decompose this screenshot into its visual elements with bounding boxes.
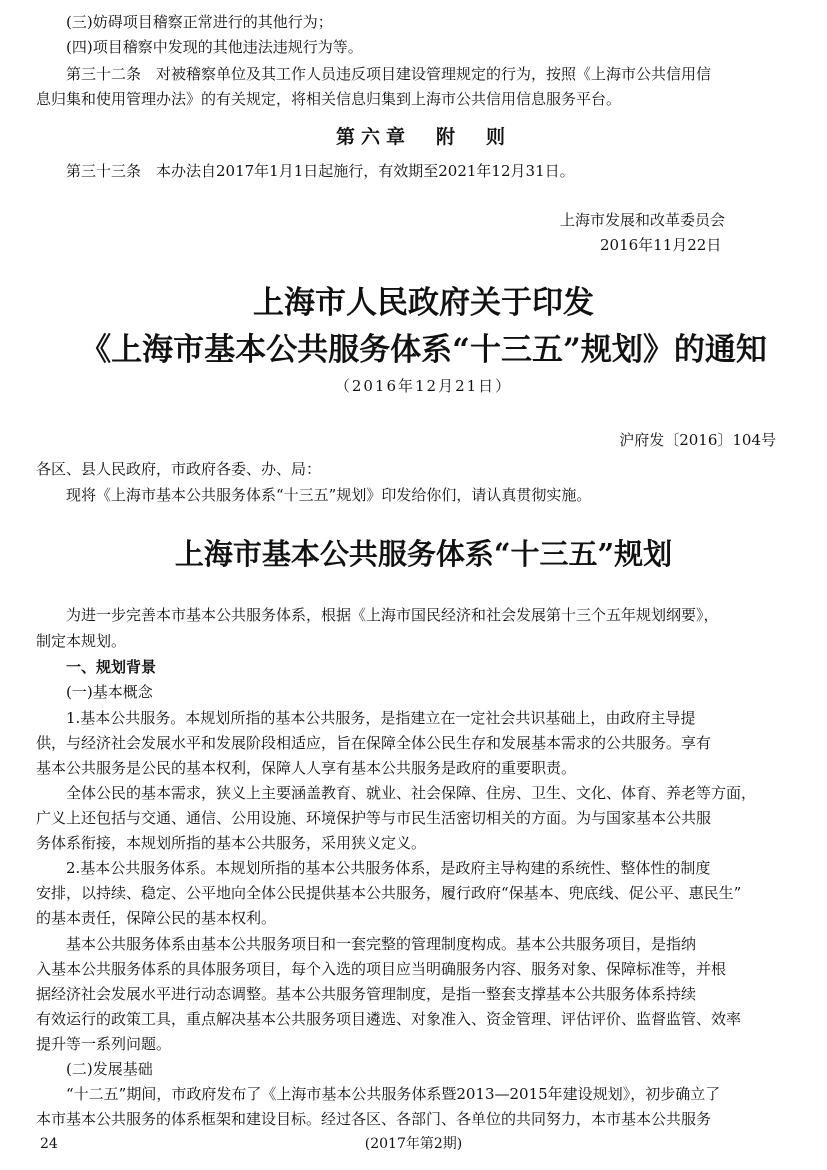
paragraph-1-line-1: 1.基本公共服务。本规划所指的基本公共服务，是指建立在一定社会共识基础上，由政府主导提 [66, 709, 696, 727]
paragraph-4-line-3: 据经济社会发展水平进行动态调整。基本公共服务管理制度，是指一整套支撑基本公共服务体系持续 [36, 985, 697, 1003]
clause-item-4: (四)项目稽察中发现的其他违法违规行为等。 [66, 38, 363, 56]
paragraph-2-line-2: 广义上还包括与交通、通信、公用设施、环境保护等与市民生活密切相关的方面。为与国家基本公共服 [36, 809, 712, 827]
article-32-line-2: 息归集和使用管理办法》的有关规定，将相关信息归集到上海市公共信用信息服务平台。 [36, 90, 622, 108]
signature-date: 2016年11月22日 [600, 236, 722, 254]
document-number: 沪府发〔2016〕104号 [619, 431, 776, 449]
clause-item-3: (三)妨碍项目稽察正常进行的其他行为； [66, 13, 333, 31]
notice-date: （2016年12月21日） [334, 377, 513, 395]
notice-body: 现将《上海市基本公共服务体系“十三五”规划》印发给你们，请认真贯彻实施。 [66, 486, 592, 504]
paragraph-5-line-2: 本市基本公共服务的体系框架和建设目标。经过各区、各部门、各单位的共同努力，本市基本公共服务 [36, 1110, 712, 1128]
article-33: 第三十三条 本办法自2017年1月1日起施行，有效期至2021年12月31日。 [66, 162, 575, 180]
plan-title: 上海市基本公共服务体系“十三五”规划 [174, 537, 673, 571]
paragraph-4-line-2: 入基本公共服务体系的具体服务项目，每个入选的项目应当明确服务内容、服务对象、保障标准等，并根 [36, 960, 727, 978]
plan-intro-line-2: 制定本规划。 [36, 632, 127, 650]
notice-title-line-1: 上海市人民政府关于印发 [253, 285, 594, 321]
paragraph-5-line-1: “十二五”期间，市政府发布了《上海市基本公共服务体系暨2013—2015年建设规划》，初步确立了 [66, 1085, 721, 1103]
issue-number: (2017年第2期) [364, 1136, 463, 1152]
paragraph-1-line-3: 基本公共服务是公民的基本权利，保障人人享有基本公共服务是政府的重要职责。 [36, 759, 577, 777]
subsection-heading-1: (一)基本概念 [66, 683, 153, 701]
paragraph-2-line-3: 务体系衔接，本规划所指的基本公共服务，采用狭义定义。 [36, 834, 427, 852]
paragraph-4-line-1: 基本公共服务体系由基本公共服务项目和一套完整的管理制度构成。基本公共服务项目，是指纳 [66, 935, 697, 953]
plan-intro-line-1: 为进一步完善本市基本公共服务体系，根据《上海市国民经济和社会发展第十三个五年规划纲要》， [66, 606, 719, 624]
chapter-title: 第六章 附 则 [335, 126, 511, 148]
signature-org: 上海市发展和改革委员会 [560, 211, 726, 229]
paragraph-2-line-1: 全体公民的基本需求，狭义上主要涵盖教育、就业、社会保障、住房、卫生、文化、体育、养老等方面， [66, 784, 757, 802]
paragraph-1-line-2: 供，与经济社会发展水平和发展阶段相适应，旨在保障全体公民生存和发展基本需求的公共服务。享有 [36, 734, 712, 752]
paragraph-4-line-4: 有效运行的政策工具，重点解决基本公共服务项目遴选、对象准入、资金管理、评估评价、监督监管、效率 [36, 1010, 742, 1028]
notice-title-line-2: 《上海市基本公共服务体系“十三五”规划》的通知 [80, 332, 767, 368]
page-number: 24 [40, 1136, 58, 1152]
section-heading-1: 一、规划背景 [66, 658, 157, 676]
subsection-heading-2: (二)发展基础 [66, 1060, 153, 1078]
paragraph-3-line-1: 2.基本公共服务体系。本规划所指的基本公共服务体系，是政府主导构建的系统性、整体性的制度 [66, 859, 711, 877]
notice-recipients: 各区、县人民政府，市政府各委、办、局： [36, 460, 322, 478]
article-32-line-1: 第三十二条 对被稽察单位及其工作人员违反项目建设管理规定的行为，按照《上海市公共信用信 [66, 65, 712, 83]
paragraph-4-line-5: 提升等一系列问题。 [36, 1035, 172, 1053]
paragraph-3-line-2: 安排，以持续、稳定、公平地向全体公民提供基本公共服务，履行政府“保基本、兜底线、促公平、惠民生” [36, 884, 742, 902]
paragraph-3-line-3: 的基本责任，保障公民的基本权利。 [36, 909, 277, 927]
